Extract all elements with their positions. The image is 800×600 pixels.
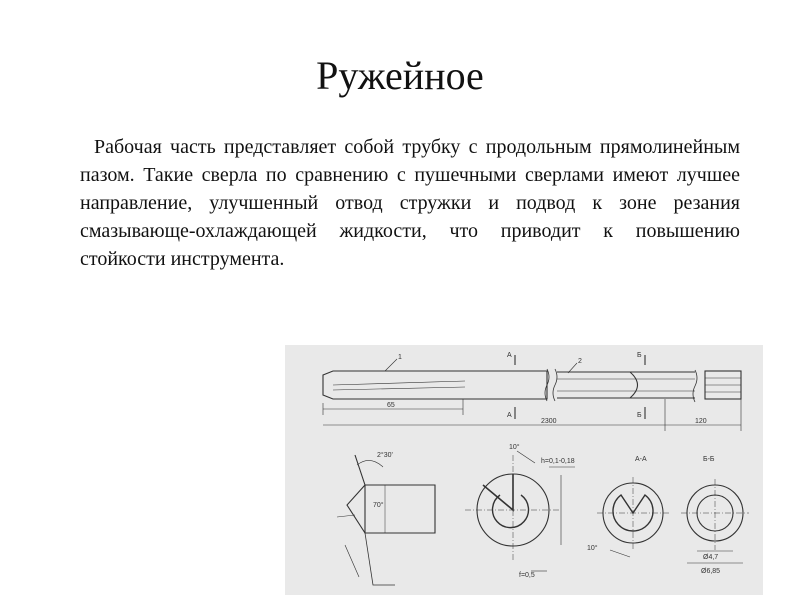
drill-tip-detail bbox=[337, 455, 435, 585]
dimension-2300: 2300 bbox=[541, 418, 557, 425]
callout-2: 2 bbox=[578, 358, 582, 365]
flat-f: f=0,5 bbox=[519, 572, 535, 579]
drill-side-view bbox=[323, 355, 741, 431]
section-mark-a-top: А bbox=[507, 352, 512, 359]
angle-2-30: 2°30' bbox=[377, 452, 393, 459]
cross-section-1 bbox=[465, 451, 575, 571]
callout-1: 1 bbox=[398, 354, 402, 361]
diameter-4-7: Ø4,7 bbox=[703, 554, 719, 561]
dimension-65: 65 bbox=[387, 402, 395, 409]
angle-10-a: 10° bbox=[509, 444, 520, 451]
section-label-a-a: А-А bbox=[635, 456, 647, 463]
clearance-h: h=0,1-0,18 bbox=[541, 458, 575, 465]
dimension-120: 120 bbox=[695, 418, 707, 425]
gun-drill-drawing bbox=[285, 345, 763, 595]
section-mark-b-top: Б bbox=[637, 352, 642, 359]
angle-70: 70° bbox=[373, 502, 384, 509]
slide-paragraph: Рабочая часть представляет собой трубку с продольным прямолинейным пазом. Такие сверла по сравнению с пушечными сверлами имеют лучшее направление, улучшенный отвод стружки и подвод к зоне резания смазывающе-охлаждающей жидкости, что приводит к повышению стойкости инструмента. bbox=[80, 136, 740, 270]
section-mark-a-bottom: А bbox=[507, 412, 512, 419]
angle-10-b: 10° bbox=[587, 545, 598, 552]
diameter-6-85: Ø6,85 bbox=[701, 568, 721, 575]
section-mark-b-bottom: Б bbox=[637, 412, 642, 419]
section-label-b-b: Б-Б bbox=[703, 456, 715, 463]
section-b-b bbox=[681, 479, 749, 563]
section-a-a bbox=[597, 477, 669, 557]
slide-title: Ружейное bbox=[316, 53, 484, 98]
